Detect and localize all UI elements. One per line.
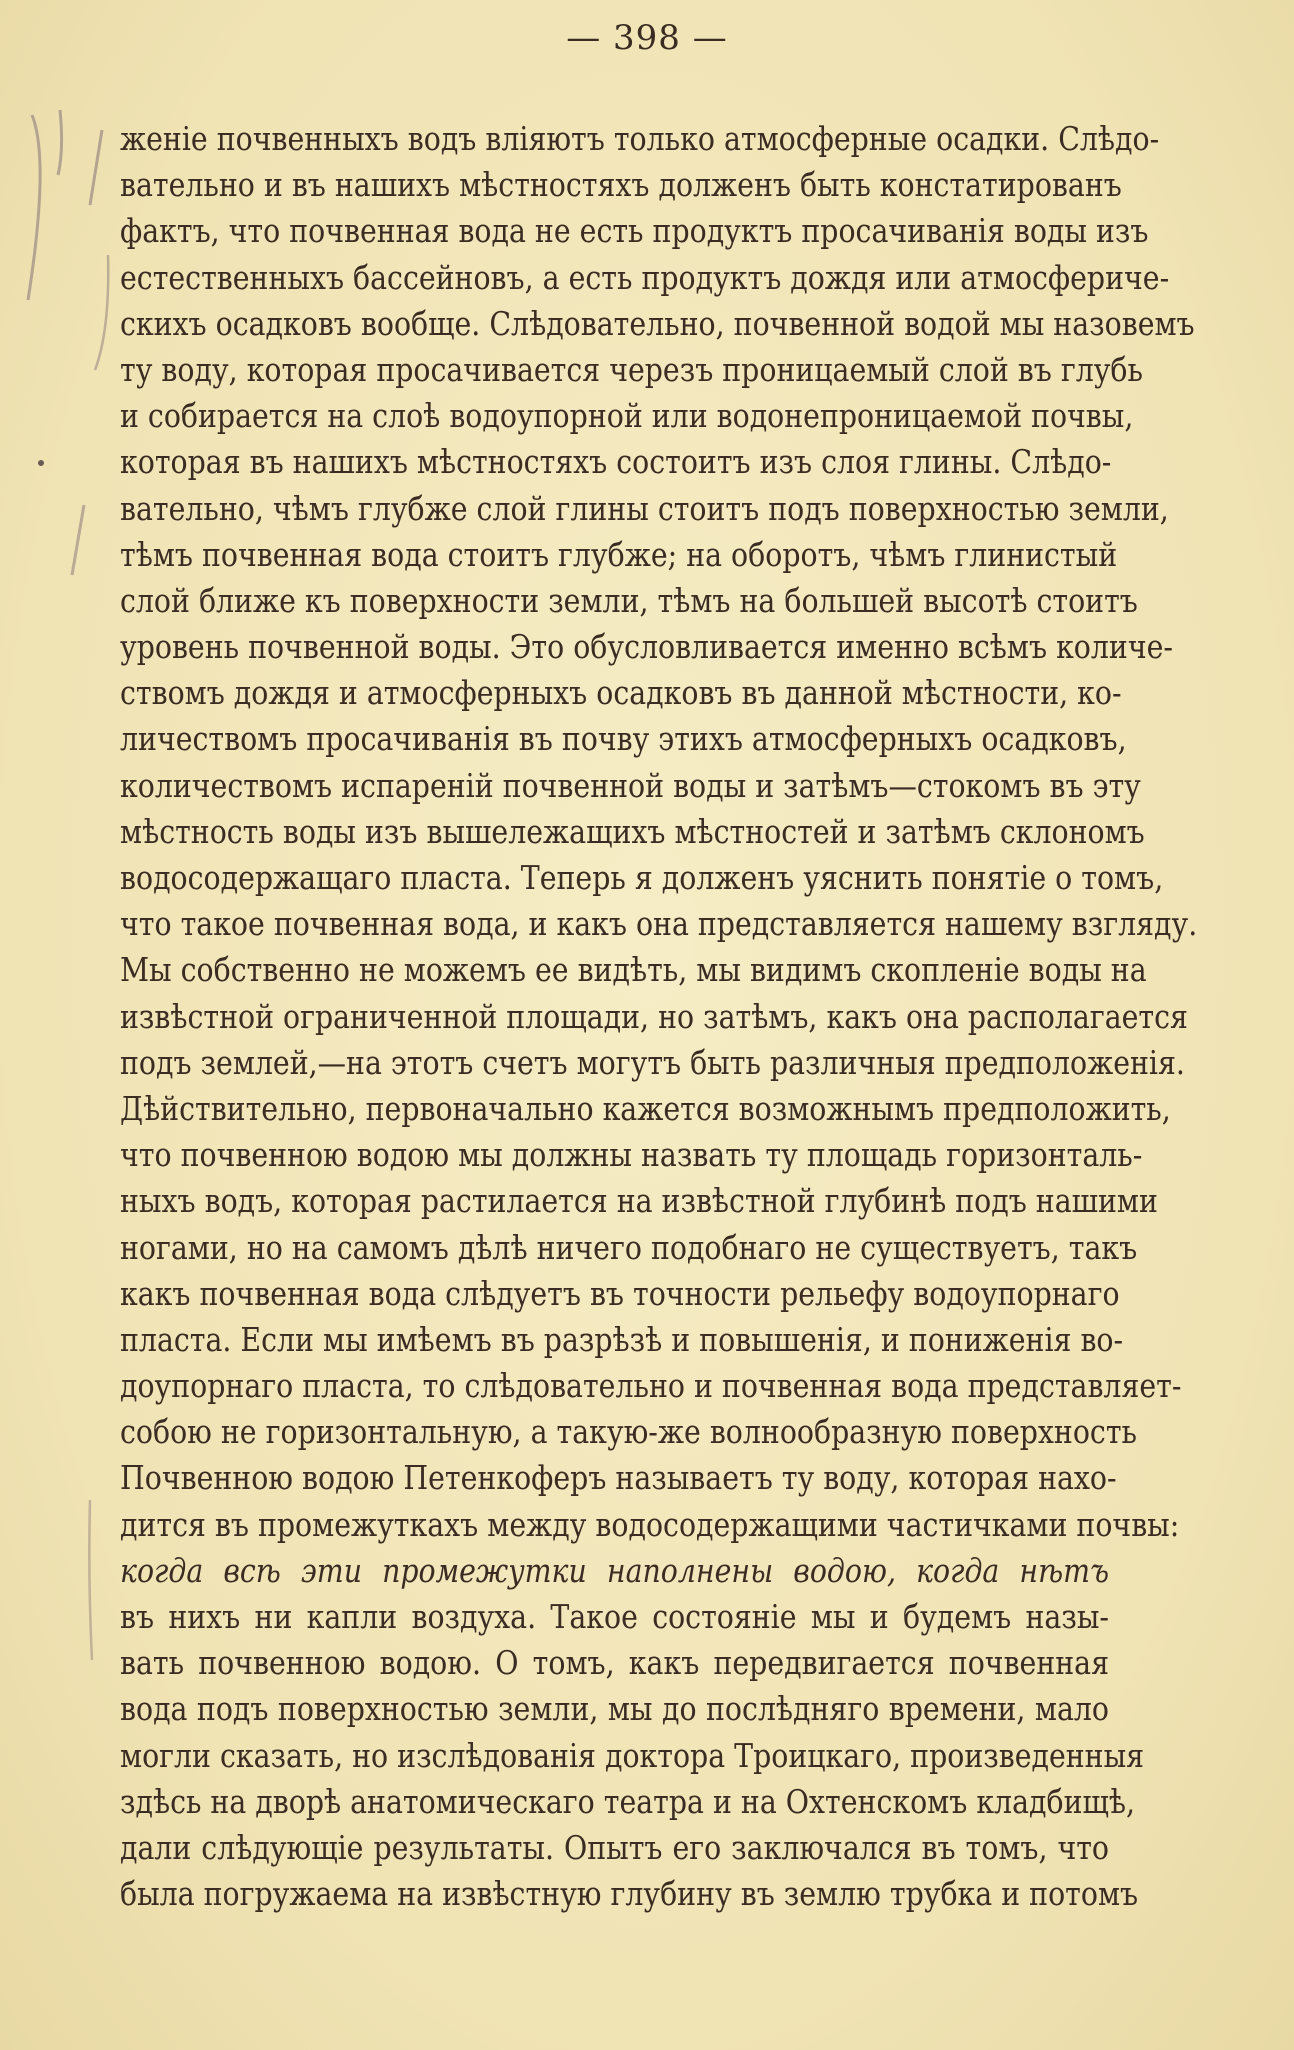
text-line: ныхъ водъ, которая растилается на извѣстной глубинѣ подъ нашими <box>120 1181 1158 1221</box>
text-line: могли сказать, но изслѣдованія доктора Троицкаго, произведенныя <box>120 1735 1145 1775</box>
text-line: дится въ промежуткахъ между водосодержащими частичками почвы: <box>120 1504 1180 1544</box>
text-line: ногами, но на самомъ дѣлѣ ничего подобнаго не существуетъ, такъ <box>120 1227 1138 1267</box>
text-line: Мы собственно не можемъ ее видѣть, мы видимъ скопленіе воды на <box>120 950 1147 990</box>
text-line: была погружаема на извѣстную глубину въ землю трубка и потомъ <box>120 1874 1139 1914</box>
text-line: количествомъ испареній почвенной воды и затѣмъ—стокомъ въ эту <box>120 765 1141 805</box>
text-line: извѣстной ограниченной площади, но затѣмъ, какъ она располагается <box>120 996 1188 1036</box>
text-line: Почвенною водою Петенкоферъ называетъ ту воду, которая нахо- <box>120 1458 1117 1498</box>
page-number: — 398 — <box>566 18 728 58</box>
text-line: въ нихъ ни капли воздуха. Такое состояніе мы и будемъ назы- <box>120 1597 1109 1636</box>
text-line: подъ землей,—на этотъ счетъ могутъ быть различныя предположенія. <box>120 1042 1185 1082</box>
text-line: и собирается на слоѣ водоупорной или водонепроницаемой почвы, <box>120 396 1134 436</box>
text-line: вать почвенною водою. О томъ, какъ передвигается почвенная <box>120 1643 1109 1683</box>
text-line: водосодержащаго пласта. Теперь я долженъ уяснить понятіе о томъ, <box>120 858 1164 897</box>
text-line: что почвенною водою мы должны назвать ту площадь горизонталь- <box>120 1135 1143 1175</box>
text-line: какъ почвенная вода слѣдуетъ въ точности рельефу водоупорнаго <box>120 1273 1120 1313</box>
text-line: ту воду, которая просачивается черезъ проницаемый слой въ глубь <box>120 349 1143 389</box>
text-line: ствомъ дождя и атмосферныхъ осадковъ въ данной мѣстности, ко- <box>120 673 1122 713</box>
page-body <box>120 116 1198 1917</box>
text-line: доупорнаго пласта, то слѣдовательно и почвенная вода представляет- <box>120 1366 1182 1406</box>
text-line: здѣсь на дворѣ анатомическаго театра и на Охтенскомъ кладбищѣ, <box>120 1781 1136 1821</box>
text-line: фактъ, что почвенная вода не есть продуктъ просачиванія воды изъ <box>120 211 1149 251</box>
text-line: скихъ осадковъ вообще. Слѣдовательно, почвенной водой мы назовемъ <box>120 303 1195 343</box>
text-line: женіе почвенныхъ водъ вліяютъ только атмосферные осадки. Слѣдо- <box>120 119 1160 158</box>
text-line: собою не горизонтальную, а такую-же волнообразную поверхность <box>120 1412 1137 1452</box>
text-line: личествомъ просачиванія въ почву этихъ атмосферныхъ осадковъ, <box>120 719 1127 759</box>
text-line: которая въ нашихъ мѣстностяхъ состоитъ изъ слоя глины. Слѣдо- <box>120 442 1112 482</box>
margin-pencil-mark <box>0 0 140 2050</box>
text-line: пласта. Если мы имѣемъ въ разрѣзѣ и повышенія, и пониженія во- <box>120 1319 1124 1359</box>
text-line: дали слѣдующіе результаты. Опытъ его заключался въ томъ, что <box>120 1827 1109 1867</box>
italic-text: когда всѣ эти промежутки наполнены водою, когда нѣтъ <box>120 1550 1109 1590</box>
text-line: вательно, чѣмъ глубже слой глины стоитъ подъ поверхностью земли, <box>120 488 1169 528</box>
text-line: слой ближе къ поверхности земли, тѣмъ на большей высотѣ стоитъ <box>120 580 1138 620</box>
text-line: что такое почвенная вода, и какъ она представляется нашему взгляду. <box>120 904 1198 944</box>
text-line: тѣмъ почвенная вода стоитъ глубже; на оборотъ, чѣмъ глинистый <box>120 534 1118 574</box>
text-line: вода подъ поверхностью земли, мы до послѣдняго времени, мало <box>120 1689 1109 1729</box>
text-line: Дѣйствительно, первоначально кажется возможнымъ предположить, <box>120 1088 1171 1128</box>
text-line: уровень почвенной воды. Это обусловливается именно всѣмъ количе- <box>120 627 1173 667</box>
text-line: естественныхъ бассейновъ, а есть продуктъ дождя или атмосфериче- <box>120 257 1170 297</box>
text-line: мѣстность воды изъ вышележащихъ мѣстностей и затѣмъ склономъ <box>120 811 1145 851</box>
text-line: вательно и въ нашихъ мѣстностяхъ долженъ быть констатированъ <box>120 165 1122 205</box>
text-line-italic <box>120 1548 1109 1594</box>
